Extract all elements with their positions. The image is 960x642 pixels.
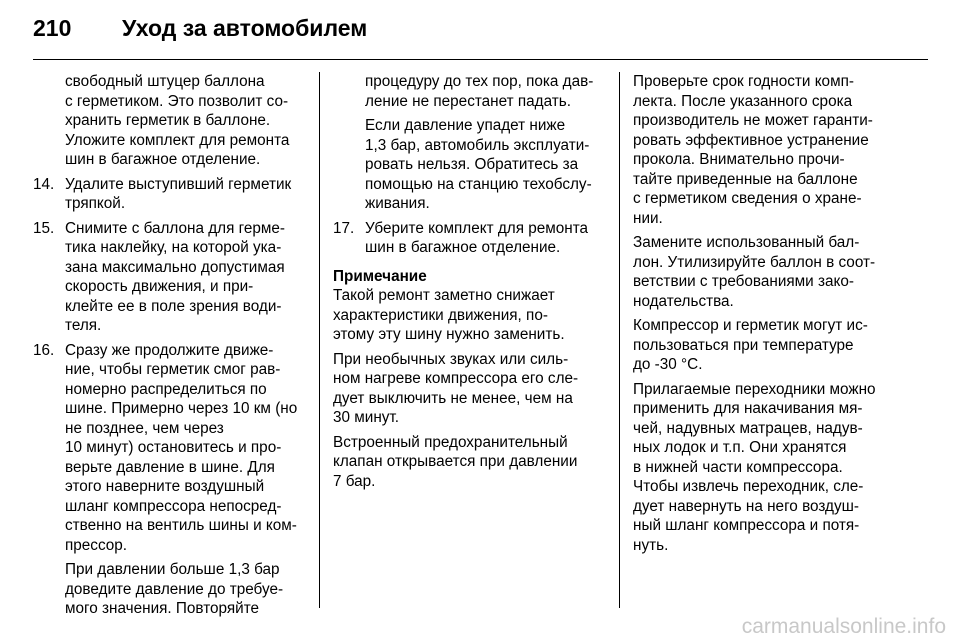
text-line: применить для накачивания мя- bbox=[633, 400, 863, 417]
page-title: Уход за автомобилем bbox=[122, 15, 368, 41]
text-line: ном нагреве компрессора его сле- bbox=[333, 370, 579, 387]
text-line: нии. bbox=[633, 209, 663, 227]
temperature-paragraph bbox=[633, 316, 930, 375]
text-line: производитель не может гаранти- bbox=[633, 112, 873, 129]
text-line: 10 минут) остановитесь и про- bbox=[65, 439, 282, 456]
text-line: чей, надувных матрацев, надув- bbox=[633, 419, 863, 437]
text-line: Если давление упадет ниже bbox=[365, 117, 566, 134]
column-3 bbox=[633, 72, 930, 555]
text-line: мого значения. Повторяйте bbox=[65, 600, 260, 617]
page-number: 210 bbox=[33, 15, 72, 41]
text-line: прокола. Внимательно прочи- bbox=[633, 151, 845, 168]
text-line: 7 бар. bbox=[333, 472, 376, 490]
text-line: дует выключить не менее, чем на bbox=[333, 389, 573, 407]
step-number: 17. bbox=[333, 219, 355, 237]
text-line: верьте давление в шине. Для bbox=[65, 458, 275, 476]
step-16-paragraph-2 bbox=[33, 560, 305, 619]
text-line: Уберите комплект для ремонта bbox=[365, 219, 589, 237]
text-line: Проверьте срок годности комп- bbox=[633, 73, 854, 90]
continued-paragraph bbox=[33, 72, 305, 170]
text-line: ных лодок и т.п. Они хранятся bbox=[633, 439, 847, 456]
text-line: шин в багажное отделение. bbox=[365, 239, 561, 256]
text-line: доведите давление до требуе- bbox=[65, 580, 284, 598]
text-line: номерно распределиться по bbox=[65, 380, 267, 398]
expiry-paragraph bbox=[633, 72, 930, 228]
text-line: характеристики движения, по- bbox=[333, 306, 548, 324]
text-line: с герметиком сведения о хране- bbox=[633, 190, 862, 207]
step-14 bbox=[33, 175, 305, 214]
watermark: carmanualsonline.info bbox=[741, 615, 946, 638]
text-line: шланг компрессора непосред- bbox=[65, 497, 282, 515]
step-number: 16. bbox=[33, 341, 55, 359]
text-line: тика наклейку, на которой ука- bbox=[65, 239, 282, 256]
text-line: зана максимально допустимая bbox=[65, 258, 285, 276]
note-block bbox=[333, 267, 603, 345]
text-line: Чтобы извлечь переходник, сле- bbox=[633, 478, 864, 495]
text-line: шине. Примерно через 10 км (но bbox=[65, 400, 298, 417]
text-line: При давлении больше 1,3 бар bbox=[65, 561, 280, 578]
text-line: с герметиком. Это позволит со- bbox=[65, 92, 289, 110]
note-paragraph-2 bbox=[333, 350, 603, 428]
text-line: хранить герметик в баллоне. bbox=[65, 112, 271, 129]
column-1 bbox=[33, 72, 305, 619]
text-line: нуть. bbox=[633, 536, 669, 554]
text-line: клапан открывается при давлении bbox=[333, 453, 578, 470]
step-15 bbox=[33, 219, 305, 336]
text-line: нодательства. bbox=[633, 292, 734, 310]
text-line: пользоваться при температуре bbox=[633, 336, 854, 354]
step-number: 14. bbox=[33, 175, 55, 193]
text-line: 1,3 бар, автомобиль эксплуати- bbox=[365, 136, 590, 154]
note-heading: Примечание bbox=[333, 267, 427, 285]
text-line: Снимите с баллона для герме- bbox=[65, 219, 286, 237]
low-pressure-paragraph bbox=[333, 116, 603, 214]
text-line: Уложите комплект для ремонта bbox=[65, 131, 290, 149]
step-number: 15. bbox=[33, 219, 55, 237]
text-line: в нижней части компрессора. bbox=[633, 458, 843, 476]
text-line: процедуру до тех пор, пока дав- bbox=[365, 73, 594, 90]
text-line: тайте приведенные на баллоне bbox=[633, 170, 858, 188]
text-line: этого наверните воздушный bbox=[65, 478, 265, 495]
text-line: скорость движения, и при- bbox=[65, 278, 254, 295]
text-line: ный шланг компрессора и потя- bbox=[633, 517, 860, 534]
text-line: Прилагаемые переходники можно bbox=[633, 380, 876, 398]
disposal-paragraph bbox=[633, 233, 930, 311]
step-16 bbox=[33, 341, 305, 556]
text-line: этому эту шину нужно заменить. bbox=[333, 326, 565, 343]
text-line: прессор. bbox=[65, 536, 128, 554]
text-line: шин в багажное отделение. bbox=[65, 151, 261, 168]
text-line: до -30 °C. bbox=[633, 356, 703, 373]
text-line: ровать нельзя. Обратитесь за bbox=[365, 156, 579, 173]
text-line: клейте ее в поле зрения води- bbox=[65, 297, 282, 315]
note-paragraph-3 bbox=[333, 433, 603, 492]
header-divider bbox=[33, 59, 928, 60]
text-line: помощью на станцию техобслу- bbox=[365, 175, 592, 193]
text-line: Такой ремонт заметно снижает bbox=[333, 287, 555, 304]
text-line: теля. bbox=[65, 317, 102, 334]
text-line: лекта. После указанного срока bbox=[633, 92, 853, 110]
text-line: лон. Утилизируйте баллон в соот- bbox=[633, 253, 876, 271]
text-line: Удалите выступивший герметик bbox=[65, 175, 292, 193]
text-line: не позднее, чем через bbox=[65, 419, 224, 437]
text-line: Сразу же продолжите движе- bbox=[65, 341, 274, 359]
text-line: свободный штуцер баллона bbox=[65, 73, 265, 90]
continued-paragraph bbox=[333, 72, 603, 111]
text-line: ветствии с требованиями зако- bbox=[633, 273, 854, 290]
step-17 bbox=[333, 219, 603, 258]
column-divider-1 bbox=[319, 72, 320, 608]
column-divider-2 bbox=[619, 72, 620, 608]
text-line: ление не перестанет падать. bbox=[365, 92, 571, 110]
text-line: живания. bbox=[365, 195, 430, 212]
text-line: Встроенный предохранительный bbox=[333, 433, 568, 451]
text-line: При необычных звуках или силь- bbox=[333, 350, 569, 368]
text-line: Замените использованный бал- bbox=[633, 234, 860, 251]
text-line: тряпкой. bbox=[65, 195, 126, 212]
text-line: 30 минут. bbox=[333, 409, 399, 426]
text-line: ровать эффективное устранение bbox=[633, 131, 869, 149]
text-line: Компрессор и герметик могут ис- bbox=[633, 317, 868, 334]
adapters-paragraph bbox=[633, 380, 930, 556]
column-2 bbox=[333, 72, 603, 491]
text-line: дует навернуть на него воздуш- bbox=[633, 497, 859, 515]
text-line: ственно на вентиль шины и ком- bbox=[65, 517, 297, 534]
text-line: ние, чтобы герметик смог рав- bbox=[65, 361, 281, 378]
